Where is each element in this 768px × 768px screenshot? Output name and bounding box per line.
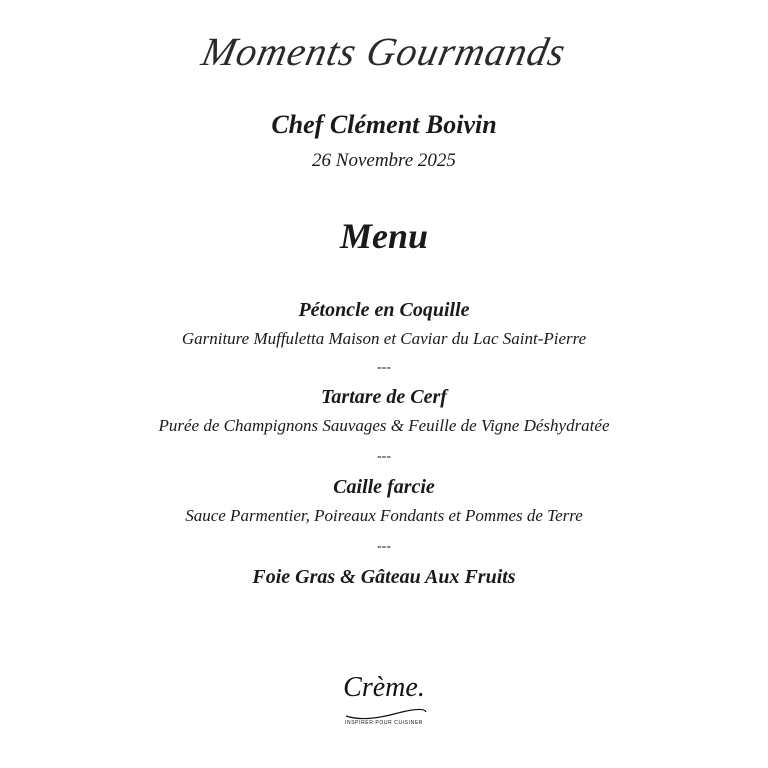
chef-name: Chef Clément Boivin [271, 110, 497, 139]
course-separator: --- [377, 449, 391, 464]
creme-logo [334, 672, 434, 732]
logo-wordmark: Crème. [343, 672, 425, 703]
course-name: Caille farcie [333, 476, 435, 498]
event-script-title: Moments Gourmands [197, 29, 571, 74]
course-item [0, 475, 768, 528]
course-item [0, 298, 768, 351]
course-description: Purée de Champignons Sauvages & Feuille de Vigne Déshydratée [158, 416, 610, 435]
course-description: Sauce Parmentier, Poireaux Fondants et Pommes de Terre [185, 506, 583, 525]
course-item [0, 385, 768, 438]
logo-tagline: INSPIRER POUR CUISINER [345, 720, 423, 726]
course-name: Foie Gras & Gâteau Aux Fruits [252, 566, 516, 588]
course-name: Pétoncle en Coquille [298, 299, 470, 321]
event-date: 26 Novembre 2025 [312, 150, 456, 171]
course-item [0, 565, 768, 589]
course-description: Garniture Muffuletta Maison et Caviar du Lac Saint-Pierre [181, 329, 587, 348]
course-separator: --- [377, 360, 391, 375]
course-separator: --- [377, 539, 391, 554]
menu-heading: Menu [339, 216, 429, 256]
course-name: Tartare de Cerf [321, 386, 447, 408]
